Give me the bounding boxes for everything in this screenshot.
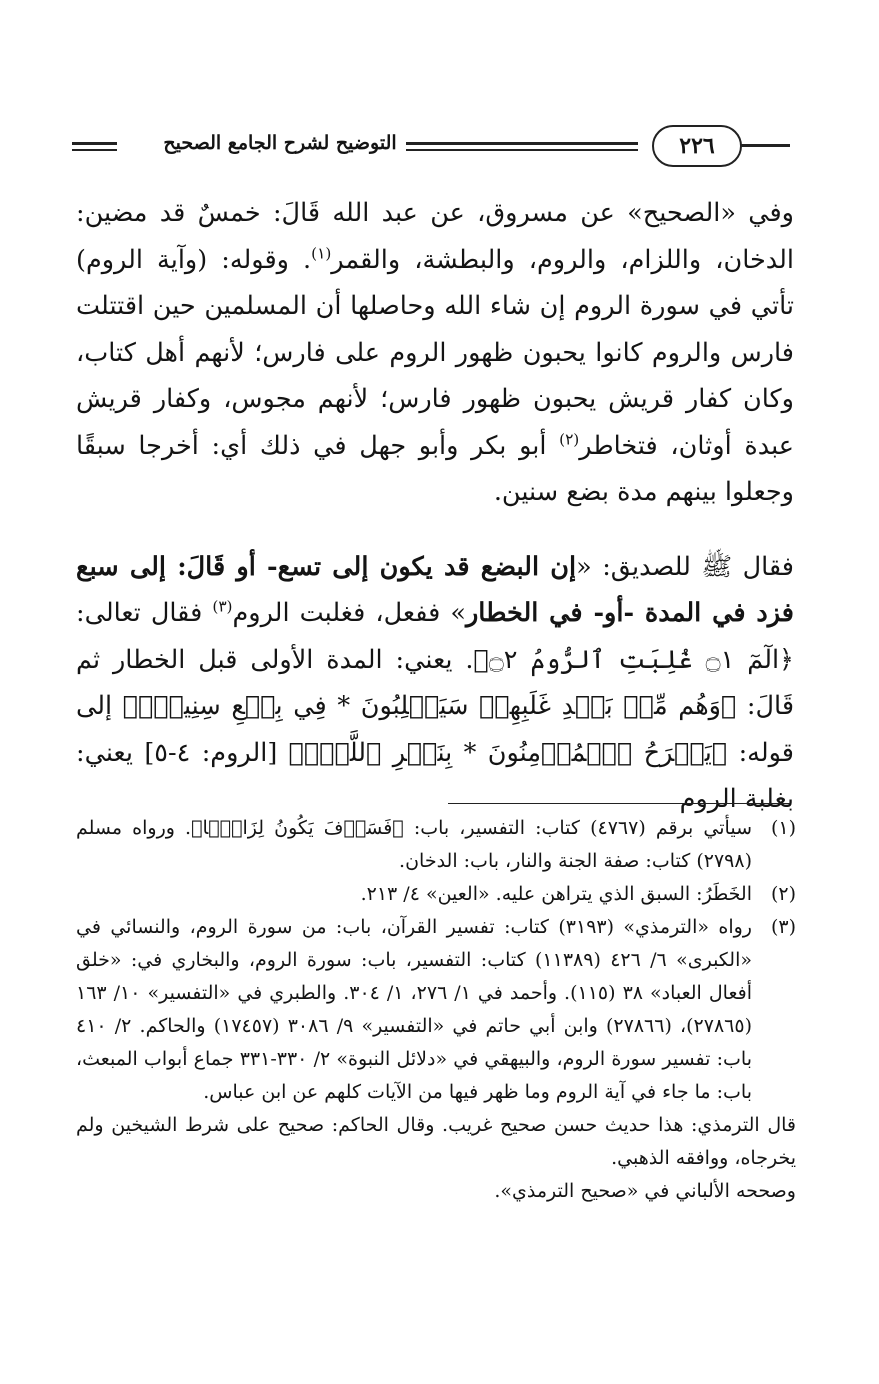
header-rule-left [72, 142, 117, 151]
page-header [64, 122, 794, 172]
p2-text-a: فقال ﷺ للصديق: « [576, 551, 794, 582]
header-rule-middle [406, 142, 638, 151]
p2-text-e: فقال تعالى: [76, 598, 213, 628]
p1-text-b: . وقوله: (وآية الروم) تأتي في سورة الروم إن شاء الله وحاصلها أن المسلمين حين اقتتلت فارس والروم كانوا يحبون ظهور الروم على فارس؛ لأنهم أهل كتاب، وكان كفار قريش يحبون ظهور فارس؛ لأنهم مجوس، وكفار قريش عبدة أوثان، فتخاطر [76, 244, 794, 461]
footnote-number: (١) [770, 817, 796, 839]
page-number: ٢٢٦ [652, 125, 742, 167]
footnote-number: (٣) [770, 916, 796, 938]
grading-note-2: وصححه الألباني في «صحيح الترمذي». [494, 1180, 796, 1202]
footnotes [76, 812, 796, 1208]
footnote-number: (٢) [770, 883, 796, 905]
p2-text-h: [الروم: ٤-٥] يعني: بغلبة الروم [76, 737, 794, 814]
hadith-bold-1: إن البضع قد يكون إلى تسع- أو قَالَ: إلى سبع [76, 551, 577, 582]
paragraph-2 [76, 544, 794, 823]
footnote-text: الخَطَرُ: السبق الذي يتراهن عليه. «العين» ٤/ ٢١٣. [360, 883, 752, 905]
grading-note-1: قال الترمذي: هذا حديث حسن صحيح غريب. وقال الحاكم: صحيح على شرط الشيخين ولم يخرجاه، ووافقه الذهبي. [76, 1114, 796, 1169]
paragraph-1 [76, 190, 794, 516]
footnote-ref-2: (٢) [559, 430, 580, 448]
footnote-3 [76, 911, 796, 1109]
book-title: التوضيح لشرح الجامع الصحيح [163, 132, 397, 154]
p2-text-d: » ففعل، فغلبت الروم [232, 598, 466, 628]
p1-text-a: وفي «الصحيح» عن مسروق، عن عبد الله قَالَ: خمسٌ قد مضين: الدخان، واللزام، والروم، والبطشة، والقمر [76, 198, 794, 275]
footnote-2 [76, 878, 796, 911]
header-rule-right [740, 144, 790, 147]
p2-text-f: . يعني: المدة الأولى قبل الخطار ثم قَالَ: [76, 644, 795, 721]
quran-verse-2: ﴿وَهُم مِّنۢ بَعۡدِ غَلَبِهِمۡ سَيَغۡلِبُونَ * فِي بِضۡعِ سِنِينَۗ﴾ [122, 691, 737, 721]
footnote-1 [76, 812, 796, 878]
footnote-separator [448, 803, 790, 804]
quran-verse-3: ﴿يَفۡرَحُ ٱلۡمُؤۡمِنُونَ * بِنَصۡرِ ٱللَّهِۚ﴾ [288, 737, 728, 768]
footnote-text: سيأتي برقم (٤٧٦٧) كتاب: التفسير، باب: ﴿فَسَوۡفَ يَكُونُ لِزَامَۢا﴾. ورواه مسلم (٢٧٩٨) كتاب: صفة الجنة والنار، باب: الدخان. [76, 817, 753, 872]
p1-text-c: أبو بكر وأبو جهل في ذلك أي: أخرجا سبقًا وجعلوا بينهم مدة بضع سنين. [76, 430, 794, 507]
footnote-text: رواه «الترمذي» (٣١٩٣) كتاب: تفسير القرآن، باب: من سورة الروم، والنسائي في «الكبرى» ٦/ ٤٢٦ (١١٣٨٩) كتاب: التفسير، باب: سورة الروم، والبخاري في: «خلق أفعال العباد» ٣٨ (١١٥). وأحمد في ١/ ٢٧٦، ١/ ٣٠٤. والطبري في «التفسير» ١٠/ ١٦٣ (٢٧٨٦٥)، (٢٧٨٦٦) وابن أبي حاتم في «التفسير» ٩/ ٣٠٨٦ (١٧٤٥٧) والحاكم. ٢/ ٤١٠ باب: تفسير سورة الروم، والبيهقي في «دلائل النبوة» ٢/ ٣٣٠-٣٣١ جماع أبواب المبعث، باب: ما جاء في آية الروم وما ظهر فيها من الآيات كلهم عن ابن عباس. [76, 916, 752, 1103]
p2-text-g: إلى قوله: [76, 691, 794, 768]
quran-verse-1: ﴿الٓمٓ ۝١ غُلِبَتِ ٱلرُّومُ ۝٢﴾ [473, 644, 794, 675]
footnote-ref-3: (٣) [212, 597, 233, 616]
hadith-bold-2: فزد في المدة -أو- في الخطار [465, 598, 794, 628]
main-text [76, 190, 794, 823]
footnote-ref-1: (١) [311, 244, 332, 262]
